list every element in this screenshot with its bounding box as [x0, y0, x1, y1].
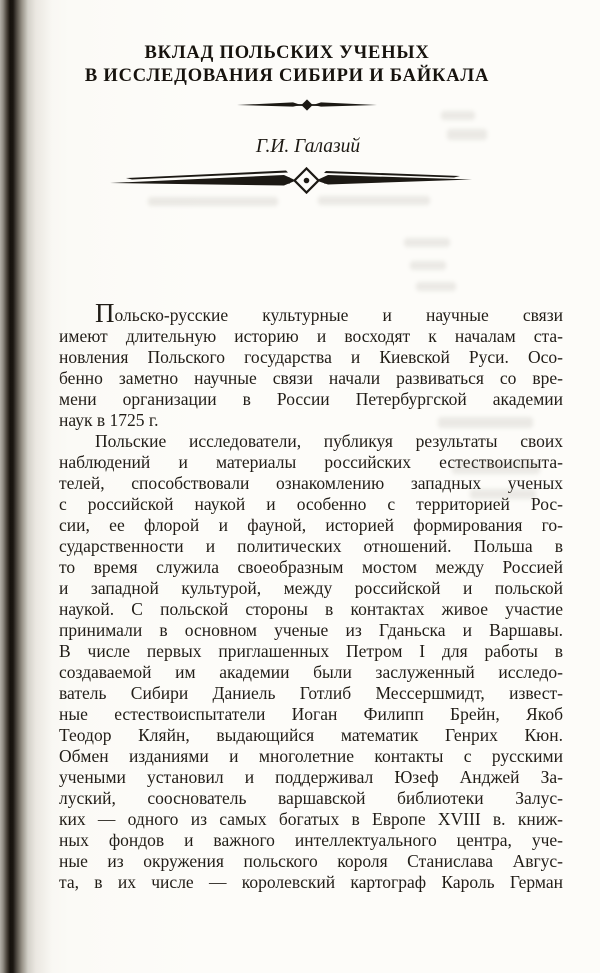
ink-bleed-artifact — [410, 261, 446, 270]
text-line: наукой. С польской стороны в контактах живое участие — [59, 599, 563, 619]
ink-bleed-artifact — [470, 489, 536, 499]
article-body — [59, 298, 563, 893]
text-line: наук в 1725 г. — [59, 410, 159, 430]
divider-large-icon — [110, 166, 476, 196]
ink-bleed-artifact — [447, 129, 487, 140]
ink-bleed-artifact — [438, 417, 533, 428]
diamond-icon — [301, 99, 312, 110]
diamond-dot-icon — [304, 178, 310, 184]
divider-small-ornament — [235, 98, 379, 117]
article-title-line2: В ИССЛЕДОВАНИЯ СИБИРИ И БАЙКАЛА — [84, 66, 490, 86]
text-line: Теодор Кляйн, выдающийся математик Генрих Кюн. — [59, 725, 563, 745]
article-title — [36, 42, 538, 88]
ink-bleed-artifact — [318, 196, 430, 205]
text-line: та, в их числе — королевский картограф Кароль Герман — [59, 872, 563, 892]
divider-small-icon — [235, 98, 379, 112]
ink-bleed-artifact — [416, 282, 456, 291]
ink-bleed-artifact — [404, 238, 450, 247]
text-line: луский, сооснователь варшавской библиотеки Залус- — [59, 788, 563, 808]
author-name: Г.И. Галазий — [255, 136, 361, 157]
ink-bleed-artifact — [441, 111, 475, 120]
ink-bleed-artifact — [452, 462, 540, 474]
text-line: наблюдений и материалы российских естествоиспыта- — [59, 452, 563, 472]
text-line: ные естествоиспытатели Иоган Филипп Брейн, Якоб — [59, 704, 563, 724]
text-line: В числе первых приглашенных Петром I для работы в — [59, 641, 563, 661]
text-line: и западной культурой, между российской и польской — [59, 578, 563, 598]
text-line: телей, способствовали ознакомлению западных ученых — [59, 473, 563, 493]
text-line: с российской наукой и особенно с территорией Рос- — [59, 494, 563, 514]
text-line: принимали в основном ученые из Гданьска и Варшавы. — [59, 620, 563, 640]
text-line: то время служила своеобразным мостом между Россией — [59, 557, 563, 577]
text-line: новления Польского государства и Киевской Руси. Осо- — [59, 347, 563, 367]
text-line: сударственности и политических отношений. Польша в — [59, 536, 563, 556]
text-line: мени организации в России Петербургской академии — [59, 389, 563, 409]
text-line: бенно заметно научные связи начали развиваться со вре- — [59, 368, 563, 388]
article-title-line1: ВКЛАД ПОЛЬСКИХ УЧЕНЫХ — [144, 43, 430, 63]
text-line: ватель Сибири Даниель Готлиб Мессершмидт, извест- — [59, 683, 563, 703]
text-line: Обмен изданиями и многолетние контакты с русскими — [59, 746, 563, 766]
text-line: имеют длительную историю и восходят к началам ста- — [59, 326, 563, 346]
text-line: ных фондов и важного интеллектуального центра, уче- — [59, 830, 563, 850]
text-line: ких — одного из самых богатых в Европе XVIII в. книж- — [59, 809, 563, 829]
text-line: Польские исследователи, публикуя результаты своих — [95, 431, 563, 451]
text-line: создаваемой им академии были заслуженный исследо- — [59, 662, 563, 682]
text-line: сии, ее флорой и фауной, историей формирования го- — [59, 515, 563, 535]
page-binding-shadow — [0, 0, 52, 973]
ink-bleed-artifact — [148, 197, 278, 206]
text-line: Польско-русские культурные и научные связи — [95, 298, 563, 328]
text-line: ные из окружения польского короля Станислава Авгус- — [59, 851, 563, 871]
text-line: учеными установил и поддерживал Юзеф Анджей За- — [59, 767, 563, 787]
